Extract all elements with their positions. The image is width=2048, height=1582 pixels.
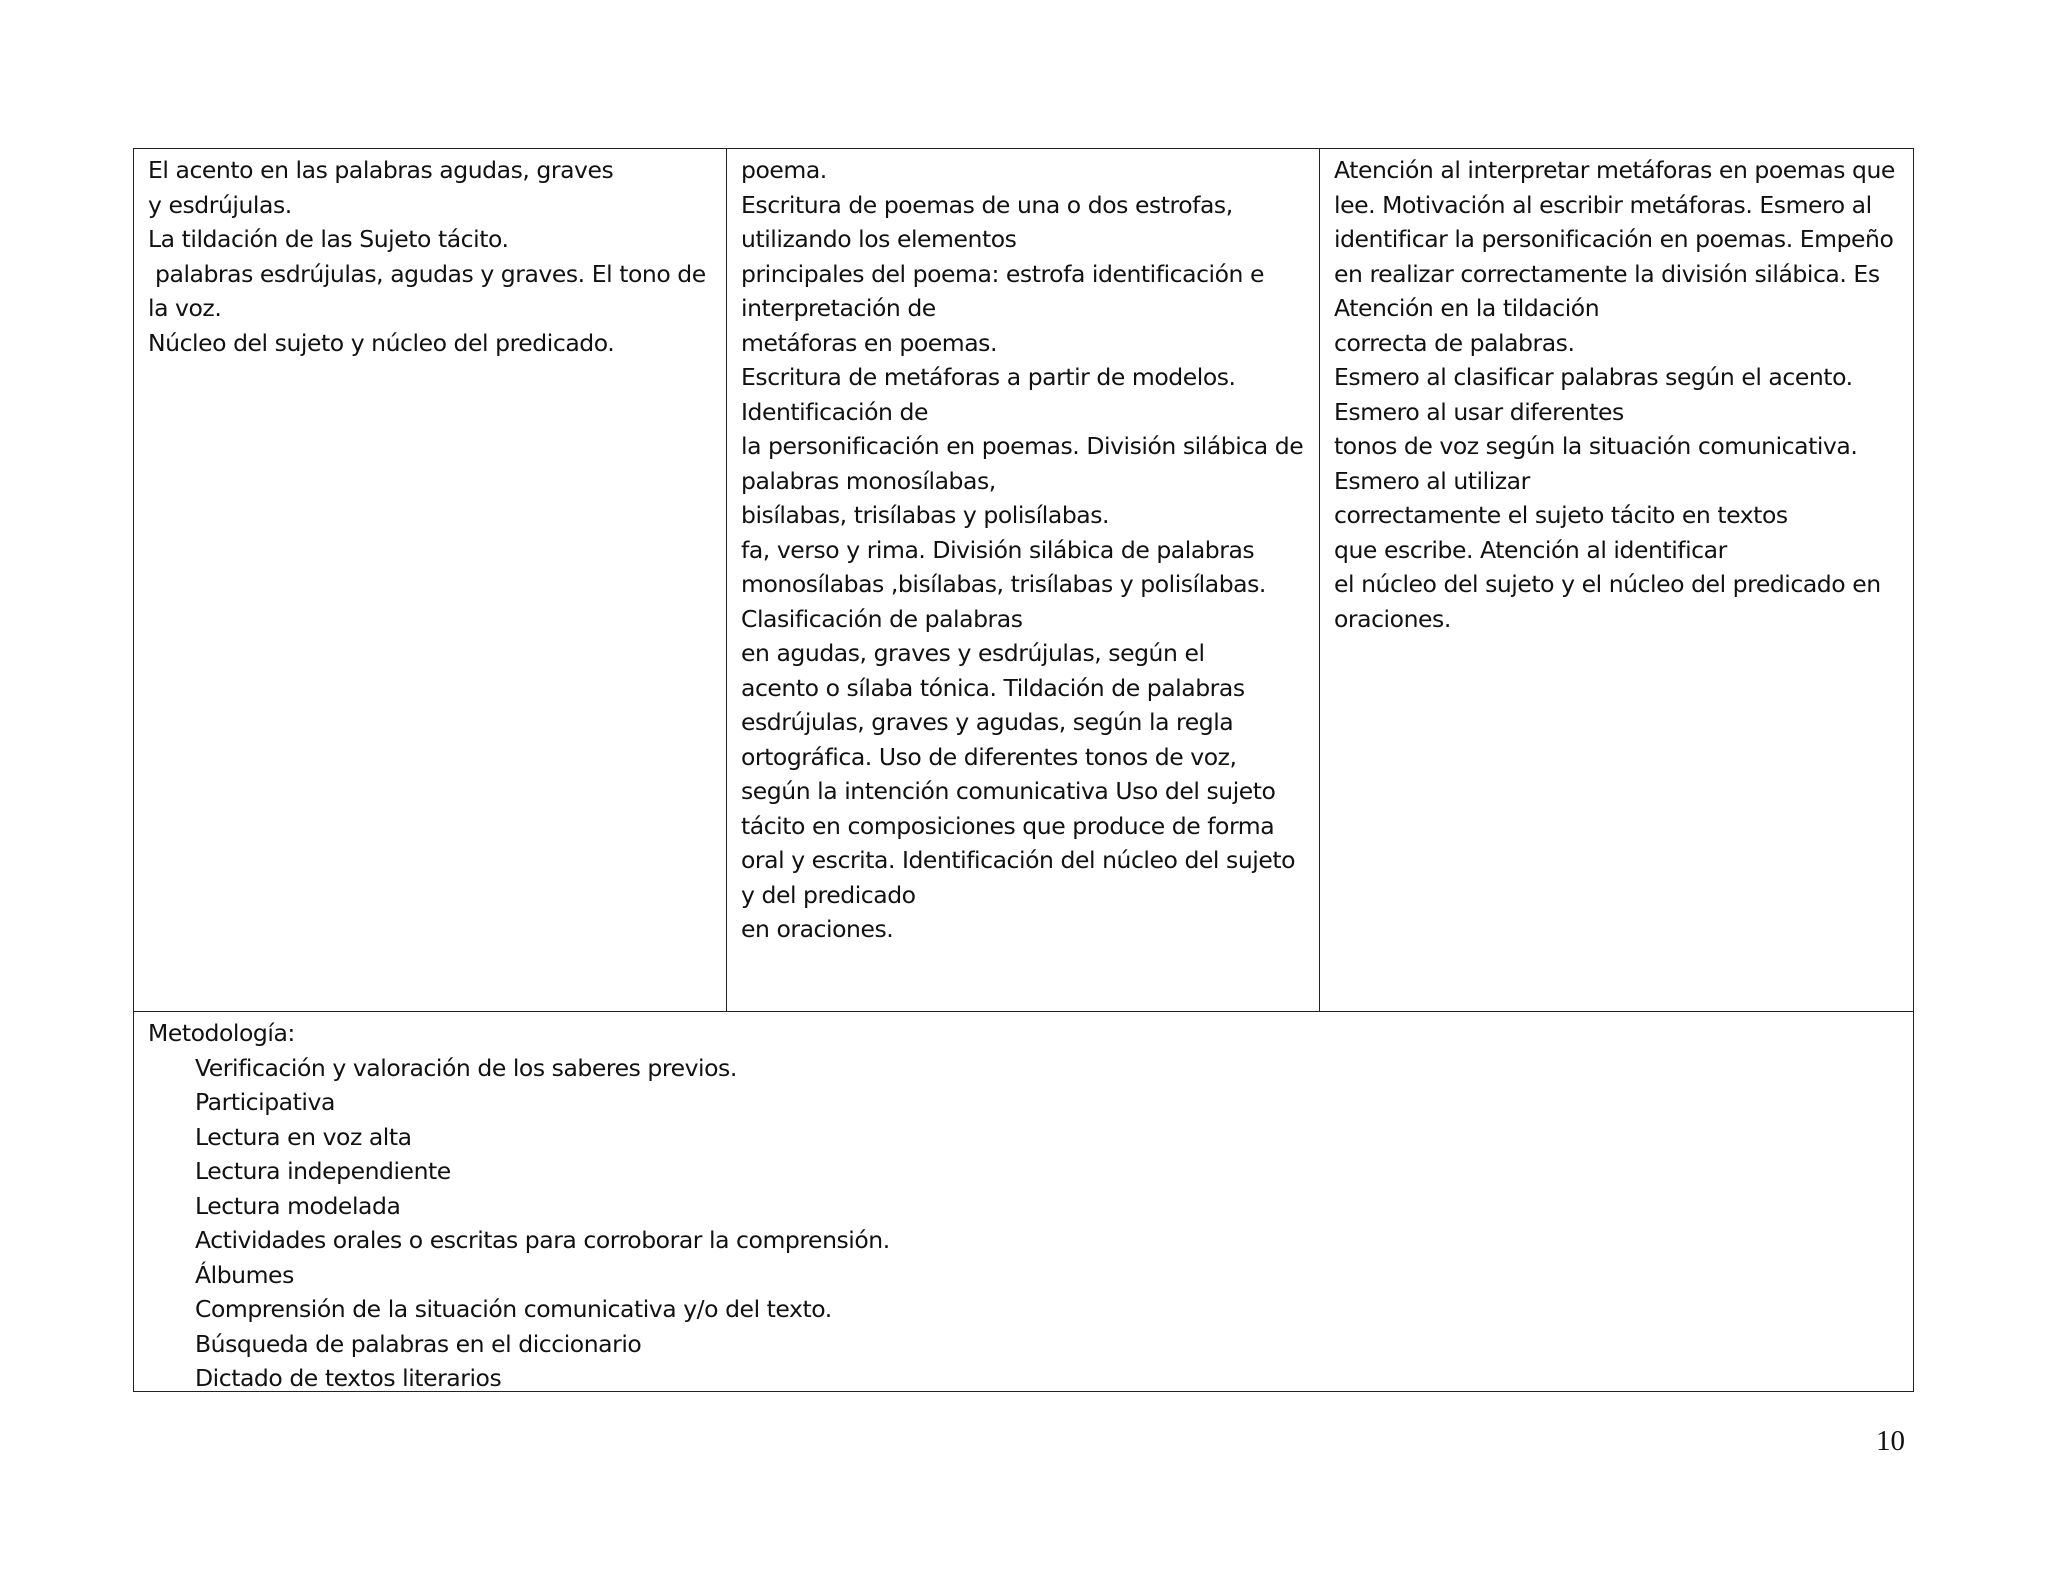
cell-text-line: Clasificación de palabras <box>741 604 1023 633</box>
methodology-list <box>148 1051 1901 1392</box>
cell-text-line: metáforas en poemas. <box>741 328 997 357</box>
curriculum-table <box>133 148 1914 1392</box>
cell-text-line: Escritura de poemas de una o dos estrofas, <box>741 190 1233 219</box>
methodology-item: Actividades orales o escritas para corroborar la comprensión. <box>195 1226 890 1254</box>
cell-text-line: Atención al interpretar metáforas en poemas que <box>1334 156 1895 184</box>
cell-text-line: y del predicado <box>741 880 916 909</box>
cell-text-line: principales del poema: estrofa identificación e <box>741 259 1265 288</box>
cell-text-line: esdrújulas, graves y agudas, según la regla <box>741 708 1234 736</box>
cell-text-line: Esmero al usar diferentes <box>1334 397 1624 426</box>
cell-text-line: la personificación en poemas. División silábica de <box>741 432 1304 460</box>
cell-text-line: Esmero al clasificar palabras según el acento. <box>1334 363 1853 391</box>
cell-text-line: fa, verso y rima. División silábica de palabras <box>741 535 1255 564</box>
content-row <box>134 149 1913 1012</box>
methodology-item: Dictado de textos literarios <box>195 1364 502 1391</box>
cell-text-line: tácito en composiciones que produce de forma <box>741 811 1275 840</box>
cell-text-line: Atención en la tildación <box>1334 294 1600 322</box>
methodology-item: Lectura independiente <box>195 1157 451 1185</box>
methodology-item: Búsqueda de palabras en el diccionario <box>195 1329 642 1358</box>
cell-text-line: ortográfica. Uso de diferentes tonos de voz, <box>741 742 1237 771</box>
methodology-row <box>134 1012 1913 1391</box>
methodology-heading: Metodología: <box>148 1019 295 1047</box>
cell-text-line: palabras esdrújulas, agudas y graves. El tono de <box>148 259 706 288</box>
cell-text-line: el núcleo del sujeto y el núcleo del predicado en <box>1334 570 1881 598</box>
cell-text-line: acento o sílaba tónica. Tildación de palabras <box>741 673 1245 702</box>
methodology-item: Lectura modelada <box>195 1191 401 1220</box>
cell-text-line: El acento en las palabras agudas, graves <box>148 156 614 184</box>
cell-text-line: y esdrújulas. <box>148 190 292 219</box>
cell-text-line: lee. Motivación al escribir metáforas. Esmero al <box>1334 190 1872 219</box>
contents-column <box>134 149 727 1011</box>
cell-text-line: Esmero al utilizar <box>1334 466 1530 495</box>
cell-text-line: bisílabas, trisílabas y polisílabas. <box>741 501 1110 529</box>
attitudes-column <box>1320 149 1915 1011</box>
cell-text-line: Núcleo del sujeto y núcleo del predicado. <box>148 328 615 357</box>
cell-text-line: en realizar correctamente la división silábica. Es <box>1334 259 1880 288</box>
procedures-column <box>727 149 1320 1011</box>
cell-text-line: identificar la personificación en poemas. Empeño <box>1334 225 1894 253</box>
cell-text-line: monosílabas ,bisílabas, trisílabas y polisílabas. <box>741 570 1266 598</box>
methodology-item: Álbumes <box>195 1260 294 1289</box>
cell-text-line: La tildación de las Sujeto tácito. <box>148 225 509 253</box>
cell-text-line: que escribe. Atención al identificar <box>1334 535 1727 564</box>
cell-text-line: interpretación de <box>741 294 936 322</box>
methodology-item: Lectura en voz alta <box>195 1122 412 1151</box>
methodology-item: Participativa <box>195 1088 335 1116</box>
cell-text-line: poema. <box>741 156 827 184</box>
cell-text-line: Escritura de metáforas a partir de modelos. <box>741 363 1236 391</box>
cell-text-line: la voz. <box>148 294 222 322</box>
cell-text-line: oraciones. <box>1334 604 1451 633</box>
cell-text-line: utilizando los elementos <box>741 225 1017 253</box>
methodology-item: Verificación y valoración de los saberes previos. <box>195 1053 737 1082</box>
page-number: 10 <box>1876 1425 1905 1457</box>
cell-text-line: en oraciones. <box>741 915 894 943</box>
cell-text-line: oral y escrita. Identificación del núcleo del sujeto <box>741 846 1296 874</box>
cell-text-line: palabras monosílabas, <box>741 466 996 495</box>
cell-text-line: correctamente el sujeto tácito en textos <box>1334 501 1788 529</box>
cell-text-line: en agudas, graves y esdrújulas, según el <box>741 639 1205 667</box>
methodology-item: Comprensión de la situación comunicativa y/o del texto. <box>195 1295 832 1323</box>
cell-text-line: Identificación de <box>741 397 928 426</box>
cell-text-line: correcta de palabras. <box>1334 328 1575 357</box>
cell-text-line: según la intención comunicativa Uso del sujeto <box>741 777 1276 805</box>
cell-text-line: tonos de voz según la situación comunicativa. <box>1334 432 1858 460</box>
